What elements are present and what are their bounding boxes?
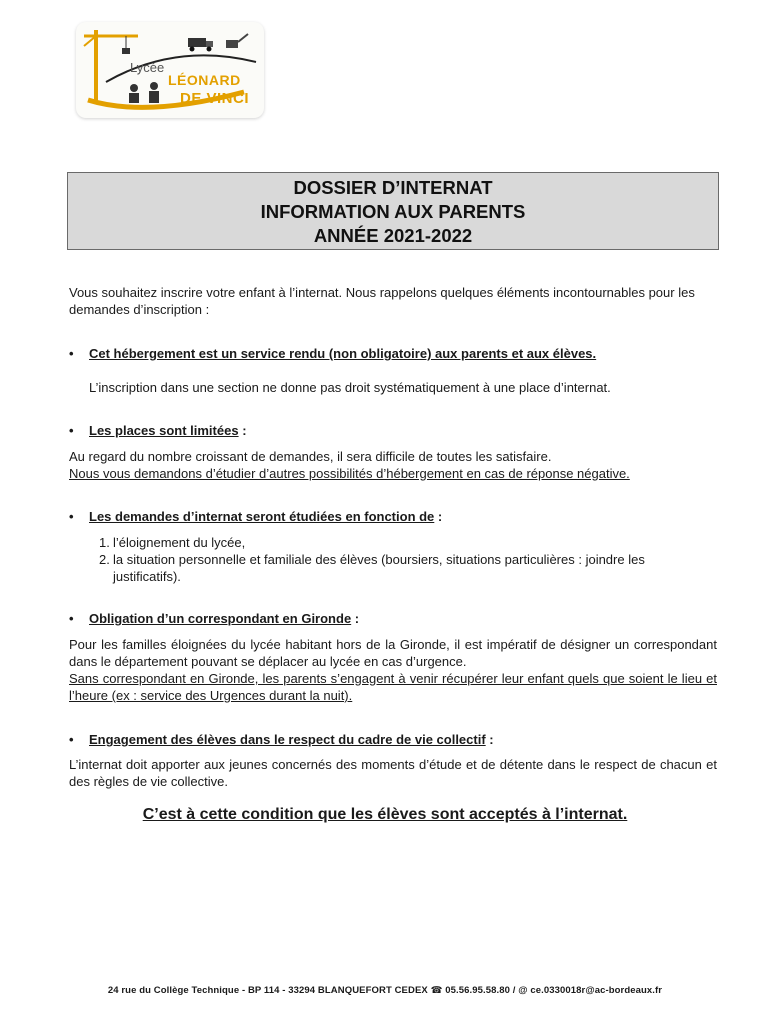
section-4-heading-suffix: : <box>351 611 360 626</box>
list-item-number: 1. <box>99 535 110 550</box>
section-5-heading-text: Engagement des élèves dans le respect du cadre de vie collectif <box>89 732 486 747</box>
section-1-heading <box>69 345 596 362</box>
section-2-heading-text: Les places sont limitées <box>89 423 239 438</box>
logo-text-lycee: Lycée <box>130 60 165 75</box>
school-logo <box>76 22 264 118</box>
logo-text-de-vinci: DE VINCI <box>180 90 250 107</box>
section-4-body-2: Sans correspondant en Gironde, les parents s’engagent à venir récupérer leur enfant quels que soient le lieu et l’heure (ex : service des Urgences durant la nuit). <box>69 671 717 703</box>
section-5-heading-suffix: : <box>485 732 494 747</box>
section-3-heading <box>69 508 442 525</box>
document-title-box <box>67 172 719 250</box>
list-item <box>99 551 709 585</box>
bullet-icon: • <box>69 346 74 361</box>
section-2-body-1: Au regard du nombre croissant de demandes, il sera difficile de toutes les satisfaire. <box>69 449 552 464</box>
section-3-heading-text: Les demandes d’internat seront étudiées en fonction de <box>89 509 435 524</box>
list-item <box>99 534 709 551</box>
bullet-icon: • <box>69 509 74 524</box>
closing-statement: C’est à cette condition que les élèves sont acceptés à l’internat. <box>142 806 628 823</box>
list-item-text: la situation personnelle et familiale des élèves (boursiers, situations particulières : joindre les justificatifs). <box>113 552 645 584</box>
section-3-heading-suffix: : <box>434 509 443 524</box>
bullet-icon: • <box>69 732 74 747</box>
footer-address: 24 rue du Collège Technique - BP 114 - 33294 BLANQUEFORT CEDEX ☎ 05.56.95.58.80 / @ ce.0330018r@ac-bordeaux.fr <box>107 985 663 996</box>
section-2-heading <box>69 422 247 439</box>
list-item-text: l’éloignement du lycée, <box>113 535 246 550</box>
section-4-body-1: Pour les familles éloignées du lycée habitant hors de la Gironde, il est impératif de désigner un correspondant dans le département pouvant se déplacer au lycée en cas d’urgence. <box>69 637 717 669</box>
section-1-body: L’inscription dans une section ne donne pas droit systématiquement à une place d’internat. <box>89 380 611 395</box>
section-2-body-2: Nous vous demandons d’étudier d’autres possibilités d’hébergement en cas de réponse négative. <box>69 466 630 481</box>
list-item-number: 2. <box>99 552 110 567</box>
title-line-2: INFORMATION AUX PARENTS <box>260 201 526 222</box>
section-2-heading-suffix: : <box>238 423 247 438</box>
title-line-3: ANNÉE 2021-2022 <box>313 225 473 246</box>
bullet-icon: • <box>69 611 74 626</box>
bullet-icon: • <box>69 423 74 438</box>
title-line-1: DOSSIER D’INTERNAT <box>293 177 493 198</box>
intro-paragraph: Vous souhaitez inscrire votre enfant à l’internat. Nous rappelons quelques éléments incontournables pour les demandes d’inscription : <box>69 285 695 317</box>
section-5-body: L’internat doit apporter aux jeunes concernés des moments d’étude et de détente dans le respect de chacun et des règles de vie collective. <box>69 757 717 789</box>
logo-text-leonard: LÉONARD <box>168 72 241 88</box>
section-5-heading <box>69 731 494 748</box>
section-4-heading-text: Obligation d’un correspondant en Gironde <box>89 611 352 626</box>
section-1-heading-text: Cet hébergement est un service rendu (non obligatoire) aux parents et aux élèves. <box>89 346 597 361</box>
section-4-heading <box>69 610 359 627</box>
